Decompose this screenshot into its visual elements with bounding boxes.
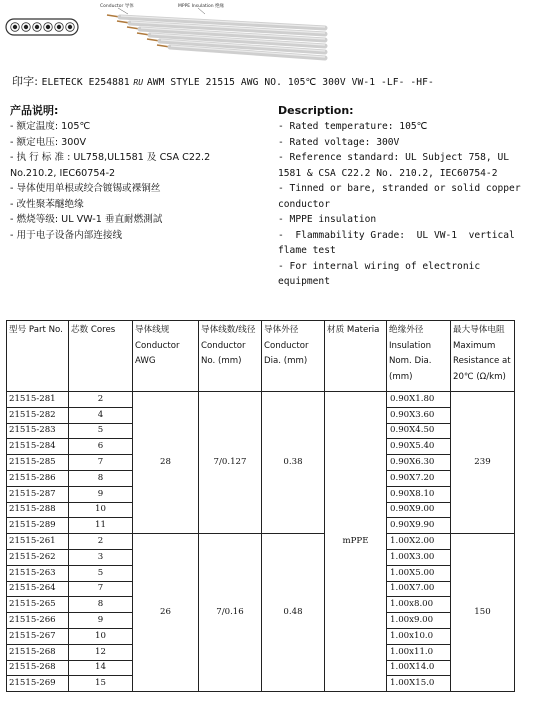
insulation-dia-cell: 1.00X7.00 — [387, 581, 451, 597]
insulation-label: MPPE Insulation 绝缘 — [178, 4, 225, 9]
cores-cell: 9 — [69, 613, 133, 629]
insulation-dia-cell: 0.90X4.50 — [387, 423, 451, 439]
english-spec-line: 1581 & CSA C22.2 No. 210.2, IEC60754-2 — [278, 167, 498, 179]
part-no-cell: 21515-285 — [7, 455, 69, 471]
column-header: 绝缘外径 Insulation Nom. Dia. (mm) — [387, 321, 451, 392]
ul-recognized-mark: RU — [133, 78, 144, 87]
conductor-no-cell: 7/0.16 — [199, 534, 262, 692]
part-no-cell: 21515-266 — [7, 613, 69, 629]
part-no-cell: 21515-284 — [7, 439, 69, 455]
chinese-spec-line: - 用于电子设备内部连接线 — [10, 229, 123, 241]
chinese-spec-line: - 额定温度: 105℃ — [10, 121, 91, 132]
insulation-dia-cell: 1.00x8.00 — [387, 597, 451, 613]
conductor-label: Conductor 导体 — [100, 4, 134, 9]
english-spec-line: flame test — [278, 245, 336, 256]
insulation-dia-cell: 1.00X3.00 — [387, 549, 451, 565]
english-spec-line: conductor — [278, 198, 330, 210]
insulation-dia-cell: 1.00X15.0 — [387, 676, 451, 692]
english-spec-line: - Rated voltage: 300V — [278, 136, 400, 148]
part-no-cell: 21515-268 — [7, 644, 69, 660]
conductor-no-cell: 7/0.127 — [199, 392, 262, 534]
cores-cell: 8 — [69, 470, 133, 486]
resistance-cell: 239 — [451, 392, 515, 534]
column-header: 型号 Part No. — [7, 321, 69, 392]
part-no-cell: 21515-267 — [7, 628, 69, 644]
column-header: 最大导体电阻 Maximum Resistance at 20℃ (Ω/km) — [451, 321, 515, 392]
print-label: 印字: — [12, 75, 39, 88]
chinese-spec-line: - 燃烧等级: UL VW-1 垂直耐燃測試 — [10, 214, 163, 225]
column-header: 导体线规 Conductor AWG — [133, 321, 199, 392]
part-no-cell: 21515-289 — [7, 518, 69, 534]
awg-cell: 26 — [133, 534, 199, 692]
insulation-dia-cell: 1.00x11.0 — [387, 644, 451, 660]
cores-cell: 10 — [69, 628, 133, 644]
part-no-cell: 21515-288 — [7, 502, 69, 518]
english-spec-line: - Reference standard: UL Subject 758, UL — [278, 152, 510, 163]
column-header: 导体线数/线径 Conductor No. (mm) — [199, 321, 262, 392]
table-row — [7, 392, 515, 408]
insulation-dia-cell: 0.90X3.60 — [387, 407, 451, 423]
insulation-dia-cell: 0.90X5.40 — [387, 439, 451, 455]
conductor-core — [57, 25, 61, 29]
conductor-dia-cell: 0.48 — [262, 534, 325, 692]
english-spec-line: - Tinned or bare, stranded or solid copper — [278, 183, 521, 194]
insulation-dia-cell: 1.00x10.0 — [387, 628, 451, 644]
print-rest: AWM STYLE 21515 AWG NO. 105℃ 300V VW-1 -LF- -HF- — [146, 77, 434, 88]
part-no-cell: 21515-262 — [7, 549, 69, 565]
cores-cell: 9 — [69, 486, 133, 502]
resistance-cell: 150 — [451, 534, 515, 692]
conductor-core — [13, 25, 17, 29]
column-header: 材质 Materia — [325, 321, 387, 392]
awg-cell: 28 — [133, 392, 199, 534]
cores-cell: 3 — [69, 549, 133, 565]
chinese-spec-line: - 额定电压: 300V — [10, 136, 87, 148]
cores-cell: 5 — [69, 565, 133, 581]
chinese-spec-line: - 改性聚苯醚绝缘 — [10, 198, 84, 210]
english-spec-line: - Rated temperature: 105℃ — [278, 121, 428, 132]
flat-cable-drawing — [0, 0, 535, 62]
insulation-dia-cell: 1.00X5.00 — [387, 565, 451, 581]
english-spec-line: - For internal wiring of electronic — [278, 260, 481, 272]
conductor-core — [68, 25, 72, 29]
insulation-dia-cell: 0.90X6.30 — [387, 455, 451, 471]
insulation-dia-cell: 0.90X9.90 — [387, 518, 451, 534]
part-no-cell: 21515-269 — [7, 676, 69, 692]
cores-cell: 7 — [69, 581, 133, 597]
cores-cell: 2 — [69, 534, 133, 550]
english-heading: Description: — [278, 104, 354, 117]
english-description — [278, 103, 528, 290]
conductor-core — [35, 25, 39, 29]
chinese-spec-line: No.210.2, IEC60754-2 — [10, 167, 116, 179]
cores-cell: 5 — [69, 423, 133, 439]
insulation-dia-cell: 0.90X9.00 — [387, 502, 451, 518]
part-no-cell: 21515-264 — [7, 581, 69, 597]
cores-cell: 11 — [69, 518, 133, 534]
insulation-dia-cell: 0.90X7.20 — [387, 470, 451, 486]
chinese-spec-line: - 执 行 标 准 : UL758,UL1581 及 CSA C22.2 — [10, 152, 211, 163]
insulation-dia-cell: 1.00X2.00 — [387, 534, 451, 550]
part-no-cell: 21515-286 — [7, 470, 69, 486]
insulation-dia-cell: 1.00X14.0 — [387, 660, 451, 676]
conductor-core — [24, 25, 28, 29]
part-no-cell: 21515-287 — [7, 486, 69, 502]
cores-cell: 6 — [69, 439, 133, 455]
cores-cell: 7 — [69, 455, 133, 471]
cores-cell: 8 — [69, 597, 133, 613]
insulation-dia-cell: 1.00x9.00 — [387, 613, 451, 629]
chinese-spec-line: - 导体使用单根或绞合镀锡或裸铜丝 — [10, 183, 161, 194]
english-spec-line: equipment — [278, 276, 330, 287]
part-no-cell: 21515-281 — [7, 392, 69, 408]
english-spec-line: - Flammability Grade: UL VW-1 vertical — [278, 229, 515, 241]
chinese-description — [10, 103, 272, 243]
part-no-cell: 21515-263 — [7, 565, 69, 581]
print-marking — [12, 73, 434, 89]
part-no-cell: 21515-282 — [7, 407, 69, 423]
conductor-core — [46, 25, 50, 29]
part-no-cell: 21515-283 — [7, 423, 69, 439]
chinese-heading: 产品说明: — [10, 104, 59, 117]
material-cell: mPPE — [325, 392, 387, 692]
conductor-dia-cell: 0.38 — [262, 392, 325, 534]
print-text: ELETECK E254881 — [41, 77, 130, 88]
part-no-cell: 21515-261 — [7, 534, 69, 550]
cores-cell: 12 — [69, 644, 133, 660]
column-header: 导体外径 Conductor Dia. (mm) — [262, 321, 325, 392]
insulation-dia-cell: 0.90X8.10 — [387, 486, 451, 502]
cable-illustration — [0, 0, 535, 62]
cores-cell: 4 — [69, 407, 133, 423]
insulation-dia-cell: 0.90X1.80 — [387, 392, 451, 408]
part-no-cell: 21515-268 — [7, 660, 69, 676]
cores-cell: 14 — [69, 660, 133, 676]
cores-cell: 10 — [69, 502, 133, 518]
column-header: 芯数 Cores — [69, 321, 133, 392]
cores-cell: 15 — [69, 676, 133, 692]
table-header-row — [7, 321, 515, 392]
cores-cell: 2 — [69, 392, 133, 408]
wire-strands — [107, 15, 325, 58]
table-row — [7, 534, 515, 550]
spec-table — [6, 320, 515, 692]
part-no-cell: 21515-265 — [7, 597, 69, 613]
english-spec-line: - MPPE insulation — [278, 214, 377, 225]
